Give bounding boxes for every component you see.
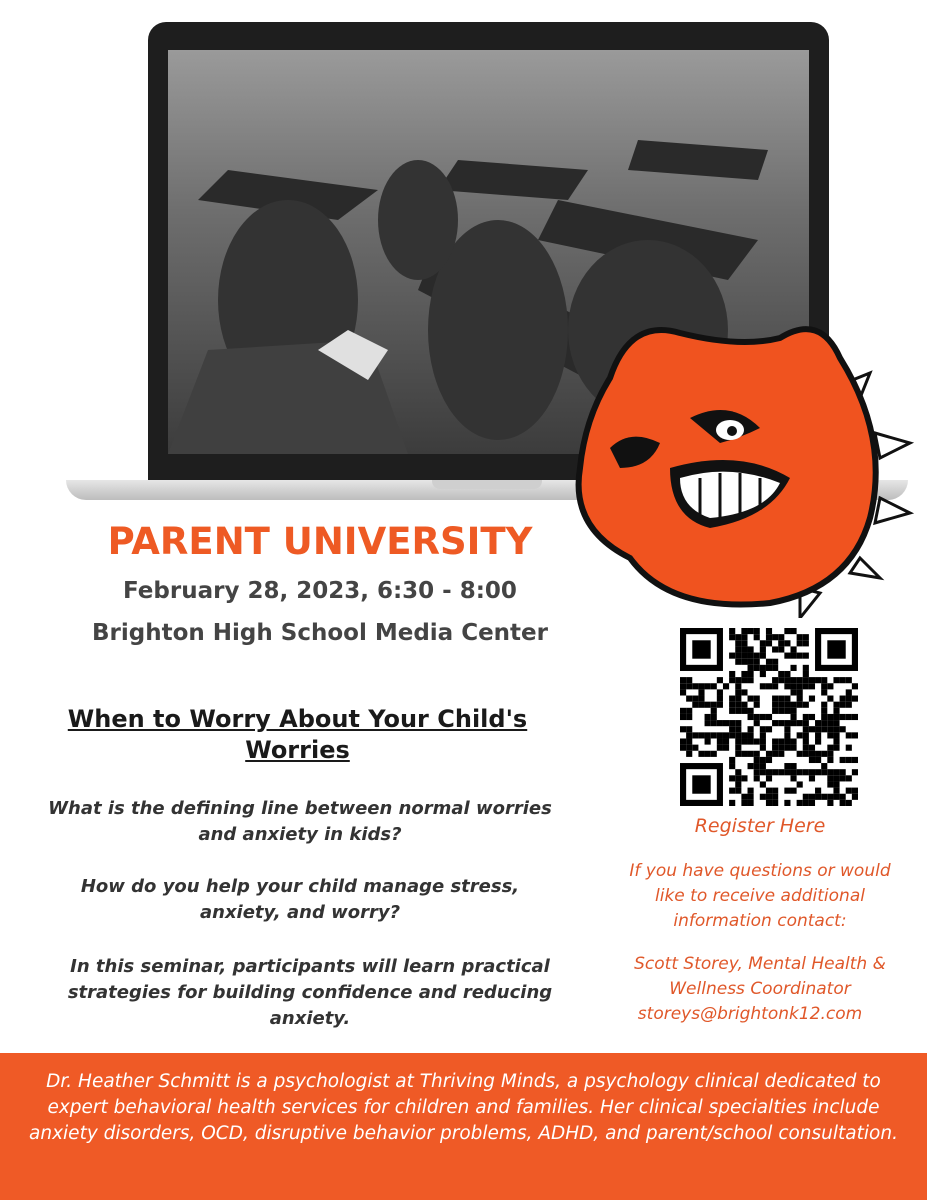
speaker-bio: Dr. Heather Schmitt is a psychologist at Thriving Minds, a psychology clinical dedicated to expert behavioral health services for children and families. Her clinical specialties include anxiety disorders, OCD, disruptive behavior problems, ADHD, and parent/school consultation. xyxy=(29,1071,898,1144)
seminar-topic-heading: When to Worry About Your Child's Worries xyxy=(67,705,528,764)
laptop-notch xyxy=(432,480,542,489)
registration-qr-code[interactable] xyxy=(680,628,858,806)
register-here-link[interactable]: Register Here xyxy=(694,815,826,837)
contact-name: Scott Storey, Mental Health & Wellness Coordinator xyxy=(634,954,886,999)
speaker-bio-banner xyxy=(0,1053,927,1200)
seminar-description: In this seminar, participants will learn practical strategies for building confidence and reducing anxiety. xyxy=(67,956,553,1029)
question-1: What is the defining line between normal worries and anxiety in kids? xyxy=(48,798,552,845)
contact-intro: If you have questions or would like to receive additional information contact: xyxy=(629,861,891,931)
question-2: How do you help your child manage stress, anxiety, and worry? xyxy=(80,876,520,923)
contact-email[interactable]: storeys@brightonk12.com xyxy=(637,1004,863,1024)
bulldog-mascot-logo xyxy=(570,318,915,618)
event-location: Brighton High School Media Center xyxy=(92,620,548,646)
event-title: PARENT UNIVERSITY xyxy=(107,520,533,563)
event-date: February 28, 2023, 6:30 - 8:00 xyxy=(123,578,517,604)
